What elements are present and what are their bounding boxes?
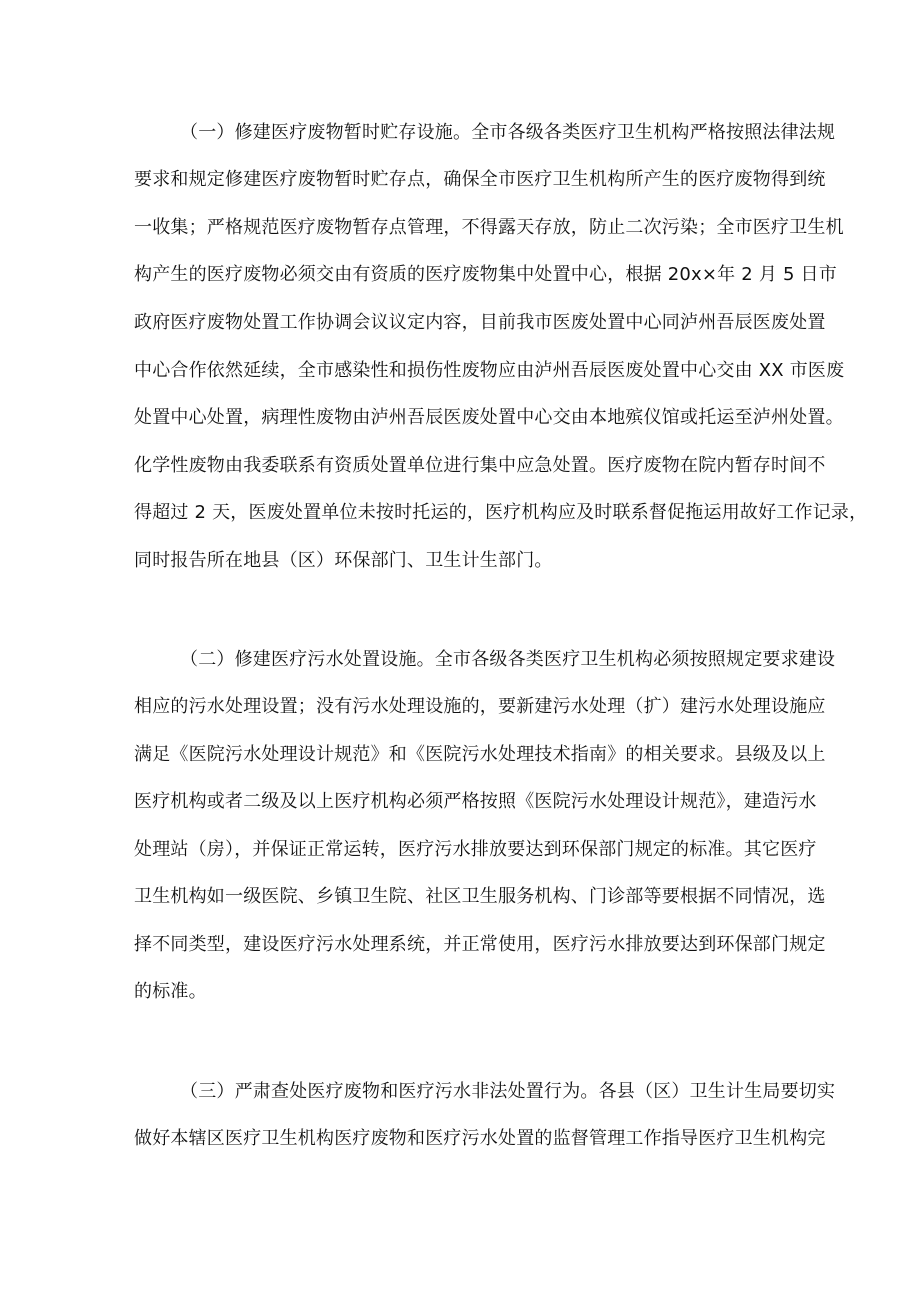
paragraph-2-line-1: （二）修建医疗污水处置设施。全市各级各类医疗卫生机构必须按照规定要求建设 bbox=[180, 649, 836, 670]
paragraph-2-line-5: 处理站（房），并保证正常运转，医疗污水排放要达到环保部门规定的标准。其它医疗 bbox=[134, 839, 817, 860]
paragraph-2-line-7: 择不同类型，建设医疗污水处理系统，并正常使用，医疗污水排放要达到环保部门规定 bbox=[134, 934, 826, 955]
paragraph-2-line-3: 满足《医院污水处理设计规范》和《医院污水处理技术指南》的相关要求。县级及以上 bbox=[134, 744, 826, 765]
paragraph-1-line-1: （一）修建医疗废物暂时贮存设施。全市各级各类医疗卫生机构严格按照法律法规 bbox=[180, 122, 836, 143]
paragraph-1-line-10: 同时报告所在地县（区）环保部门、卫生计生部门。 bbox=[134, 550, 553, 571]
paragraph-1-line-5: 政府医疗废物处置工作协调会议议定内容，目前我市医废处置中心同泸州吾辰医废处置 bbox=[134, 312, 826, 333]
paragraph-1-line-2: 要求和规定修建医疗废物暂时贮存点，确保全市医疗卫生机构所产生的医疗废物得到统 bbox=[134, 169, 826, 190]
paragraph-3-line-1: （三）严肃查处医疗废物和医疗污水非法处置行为。各县（区）卫生计生局要切实 bbox=[180, 1081, 836, 1102]
paragraph-1-line-8: 化学性废物由我委联系有资质处置单位进行集中应急处置。医疗废物在院内暂存时间不 bbox=[134, 455, 826, 476]
paragraph-1-line-6: 中心合作依然延续，全市感染性和损伤性废物应由泸州吾辰医废处置中心交由 XX 市医废 bbox=[134, 360, 845, 381]
paragraph-1-line-3: 一收集；严格规范医疗废物暂存点管理，不得露天存放，防止二次污染；全市医疗卫生机 bbox=[134, 217, 844, 238]
paragraph-2-line-4: 医疗机构或者二级及以上医疗机构必须严格按照《医院污水处理设计规范》，建造污水 bbox=[134, 791, 817, 812]
paragraph-2-line-6: 卫生机构如一级医院、乡镇卫生院、社区卫生服务机构、门诊部等要根据不同情况，选 bbox=[134, 886, 826, 907]
paragraph-1-line-9: 得超过 2 天，医废处置单位未按时托运的，医疗机构应及时联系督促拖运用故好工作记录， bbox=[134, 502, 868, 523]
paragraph-2-line-8: 的标准。 bbox=[134, 981, 207, 1002]
paragraph-3-line-2: 做好本辖区医疗卫生机构医疗废物和医疗污水处置的监督管理工作指导医疗卫生机构完 bbox=[134, 1128, 826, 1149]
paragraph-2-line-2: 相应的污水处理设置；没有污水处理设施的，要新建污水处理（扩）建污水处理设施应 bbox=[134, 696, 826, 717]
paragraph-1-line-7: 处置中心处置，病理性废物由泸州吾辰医废处置中心交由本地殡仪馆或托运至泸州处置。 bbox=[134, 407, 844, 428]
paragraph-1-line-4: 构产生的医疗废物必须交由有资质的医疗废物集中处置中心，根据 20x×年 2 月 5 日市 bbox=[134, 264, 837, 285]
